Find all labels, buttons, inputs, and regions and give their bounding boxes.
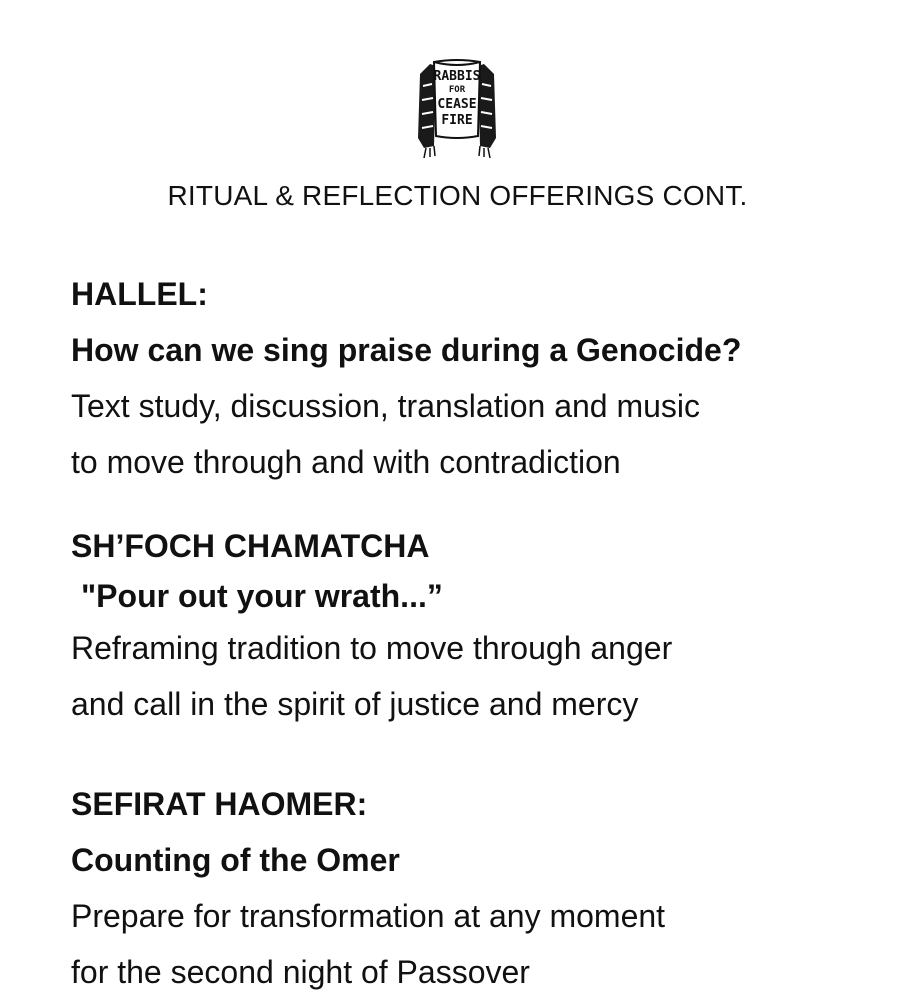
section-subheading: Counting of the Omer — [71, 842, 400, 878]
logo-line-1: RABBIS — [433, 69, 481, 84]
section-body-line: to move through and with contradiction — [71, 444, 621, 480]
logo-line-2: FOR — [448, 85, 466, 95]
section-subheading: How can we sing praise during a Genocide? — [71, 332, 742, 368]
tallit-logo-icon — [414, 56, 500, 160]
section-heading: SH’FOCH CHAMATCHA — [71, 528, 430, 564]
rabbis-for-ceasefire-logo — [414, 56, 500, 160]
logo-line-3: CEASE — [437, 97, 477, 112]
page-title: RITUAL & REFLECTION OFFERINGS CONT. — [167, 180, 748, 211]
section-shfoch-chamatcha — [71, 520, 891, 732]
section-subheading: "Pour out your wrath...” — [81, 578, 443, 614]
section-body-line: Text study, discussion, translation and music — [71, 388, 701, 424]
section-body-line: for the second night of Passover — [71, 954, 530, 990]
section-sefirat-haomer — [71, 776, 891, 1000]
section-heading: SEFIRAT HAOMER: — [71, 786, 368, 822]
section-body-line: and call in the spirit of justice and mercy — [71, 686, 639, 722]
section-body-line: Prepare for transformation at any moment — [71, 898, 666, 934]
section-hallel — [71, 266, 891, 490]
logo-line-4: FIRE — [441, 113, 473, 128]
section-heading: HALLEL: — [71, 276, 208, 312]
section-body-line: Reframing tradition to move through anger — [71, 630, 673, 666]
